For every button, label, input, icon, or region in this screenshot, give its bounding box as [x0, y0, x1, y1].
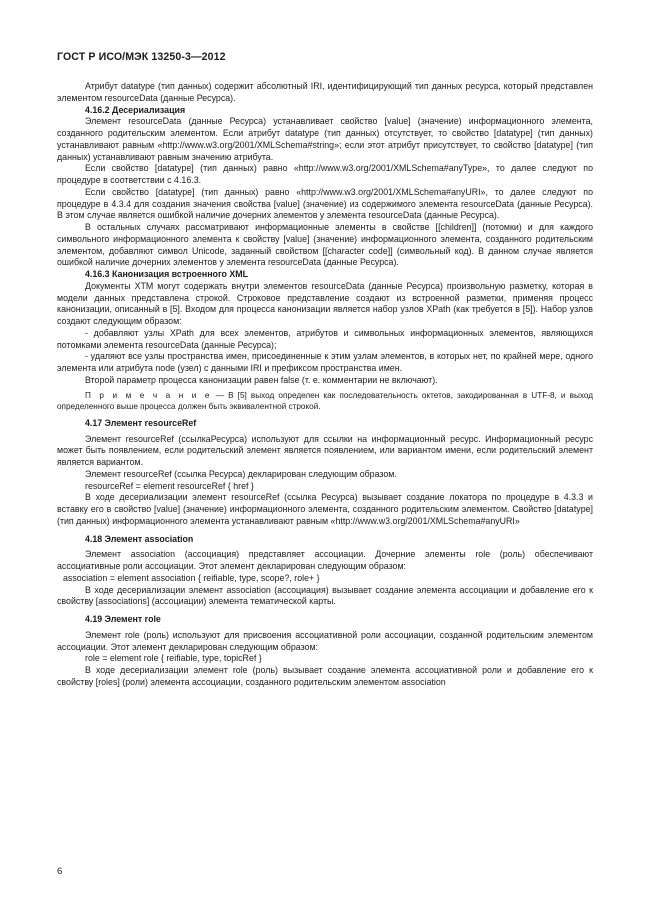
note-text: — В [5] выход определен как последовательность октетов, закодированная в UTF-8, и выход определенного выше процесса должен быть эквивалентной строкой. [57, 390, 593, 411]
paragraph: Документы XTM могут содержать внутри элементов resourceData (данные Ресурса) произвольную разметку, которая в модели данных представлена строкой. Строковое представление создают из встроенной разметки, применяя процесс канонизации, описанный в [5]. Входом для процесса канонизации является набор узлов XPath (как требуется в [5]). Набор узлов создают следующим образом: [57, 280, 593, 326]
document-body [57, 81, 593, 689]
paragraph: В ходе десериализации элемент association (ассоциация) вызывает создание элемента ассоциации и добавление его к свойству [associations] (ассоциации) элемента тематической карты. [57, 584, 593, 607]
paragraph: Если свойство [datatype] (тип данных) равно «http://www.w3.org/2001/XMLSchema#anyURI», то далее следуют по процедуре в 4.3.4 для создания значения свойства [value] (значение) из содержимого элемента resourceData (данные Ресурса). В этом случае является ошибкой наличие дочерних элементов у элемента resourceData (данные Ресурса). [57, 186, 593, 221]
paragraph: Элемент resourceData (данные Ресурса) устанавливает свойство [value] (значение) информационного элемента, созданного родительским элементом. Если атрибут datatype (тип данных) отсутствует, то свойство [datatype] (тип данных) устанавливают равным «http://www.w3.org/2001/XMLSchema#string»; если этот атрибут присутствует, то свойство [datatype] (тип данных) устанавливают равным значению атрибута. [57, 116, 593, 162]
code-declaration: association = element association { reifiable, type, scope?, role+ } [63, 572, 320, 583]
document-header: ГОСТ Р ИСО/МЭК 13250-3—2012 [57, 51, 226, 63]
paragraph: Если свойство [datatype] (тип данных) равно «http://www.w3.org/2001/XMLSchema#anyType», то далее следуют по процедуре в соответствии с 4.16.3. [57, 163, 593, 185]
page-number: 6 [57, 866, 63, 877]
paragraph: Элемент role (роль) используют для присвоения ассоциативной роли ассоциации, созданной родительским элементом ассоциации. Этот элемент декларирован следующим образом: [57, 629, 593, 652]
note-label: П р и м е ч а н и е [85, 390, 212, 400]
paragraph: Элемент association (ассоциация) представляет ассоциации. Дочерние элементы role (роль) обеспечивают ассоциативные роли ассоциации. Этот элемент декларирован следующим образом: [57, 549, 593, 572]
code-declaration: role = element role { reifiable, type, topicRef } [85, 653, 262, 664]
list-item: - добавляют узлы XPath для всех элементов, атрибутов и символьных информационных элементов, являющихся потомками элемента resourceData (данные Ресурса); [57, 327, 593, 350]
code-declaration: resourceRef = element resourceRef { href } [85, 480, 254, 491]
section-heading-4-17: 4.17 Элемент resourceRef [85, 417, 197, 428]
section-heading-4-18: 4.18 Элемент association [85, 533, 194, 544]
paragraph: В ходе десериализации элемент role (роль) вызывает создание элемента ассоциативной роли и добавление его к свойству [roles] (роли) элемента ассоциации, созданного родительским элементом association [57, 665, 593, 687]
paragraph: Атрибут datatype (тип данных) содержит абсолютный IRI, идентифицирующий тип данных ресурса, который представлен элементом resourceData (данные Ресурса). [57, 81, 593, 103]
section-heading-4-19: 4.19 Элемент role [85, 614, 161, 625]
paragraph: В остальных случаях рассматривают информационные элементы в свойстве [[children]] (потомки) и для каждого символьного информационного элемента к свойству [value] (значение) информационного элемента, созданного родительским элементом, добавляют символ Unicode, заданный свойством [[character code]] (символьный код). В данном случае является ошибкой наличие дочерних элементов у элемента resourceData (данные Ресурса). [57, 222, 593, 268]
list-item: - удаляют все узлы пространства имен, присоединенные к этим узлам элементов, в которых нет, по крайней мере, одного элемента или атрибута node (узел) с данными IRI и префиксом пространства имен. [57, 351, 593, 373]
paragraph: В ходе десериализации элемент resourceRef (ссылка Ресурса) вызывает создание локатора по процедуре в 4.3.3 и вставку его в свойство [value] (значение) информационного элемента, созданного родительским элементом. Свойство [datatype] (тип данных) информационного элемента устанавливают равным «http://www.w3.org/2001/XMLSchema#anyURI» [57, 492, 593, 526]
section-heading-4-16-2: 4.16.2 Десериализация [85, 104, 186, 115]
paragraph: Второй параметр процесса канонизации равен false (т. е. комментарии не включают). [85, 374, 438, 385]
section-heading-4-16-3: 4.16.3 Канонизация встроенного XML [85, 269, 249, 279]
paragraph: Элемент resourceRef (ссылкаРесурса) используют для ссылки на информационный ресурс. Информационный ресурс может быть появлением, если родительский элемент является появлением, или вариантом имени, если родительский элемент является вариантом. [57, 433, 593, 468]
paragraph: Элемент resourceRef (ссылка Ресурса) декларирован следующим образом. [85, 468, 397, 479]
note [57, 390, 593, 412]
